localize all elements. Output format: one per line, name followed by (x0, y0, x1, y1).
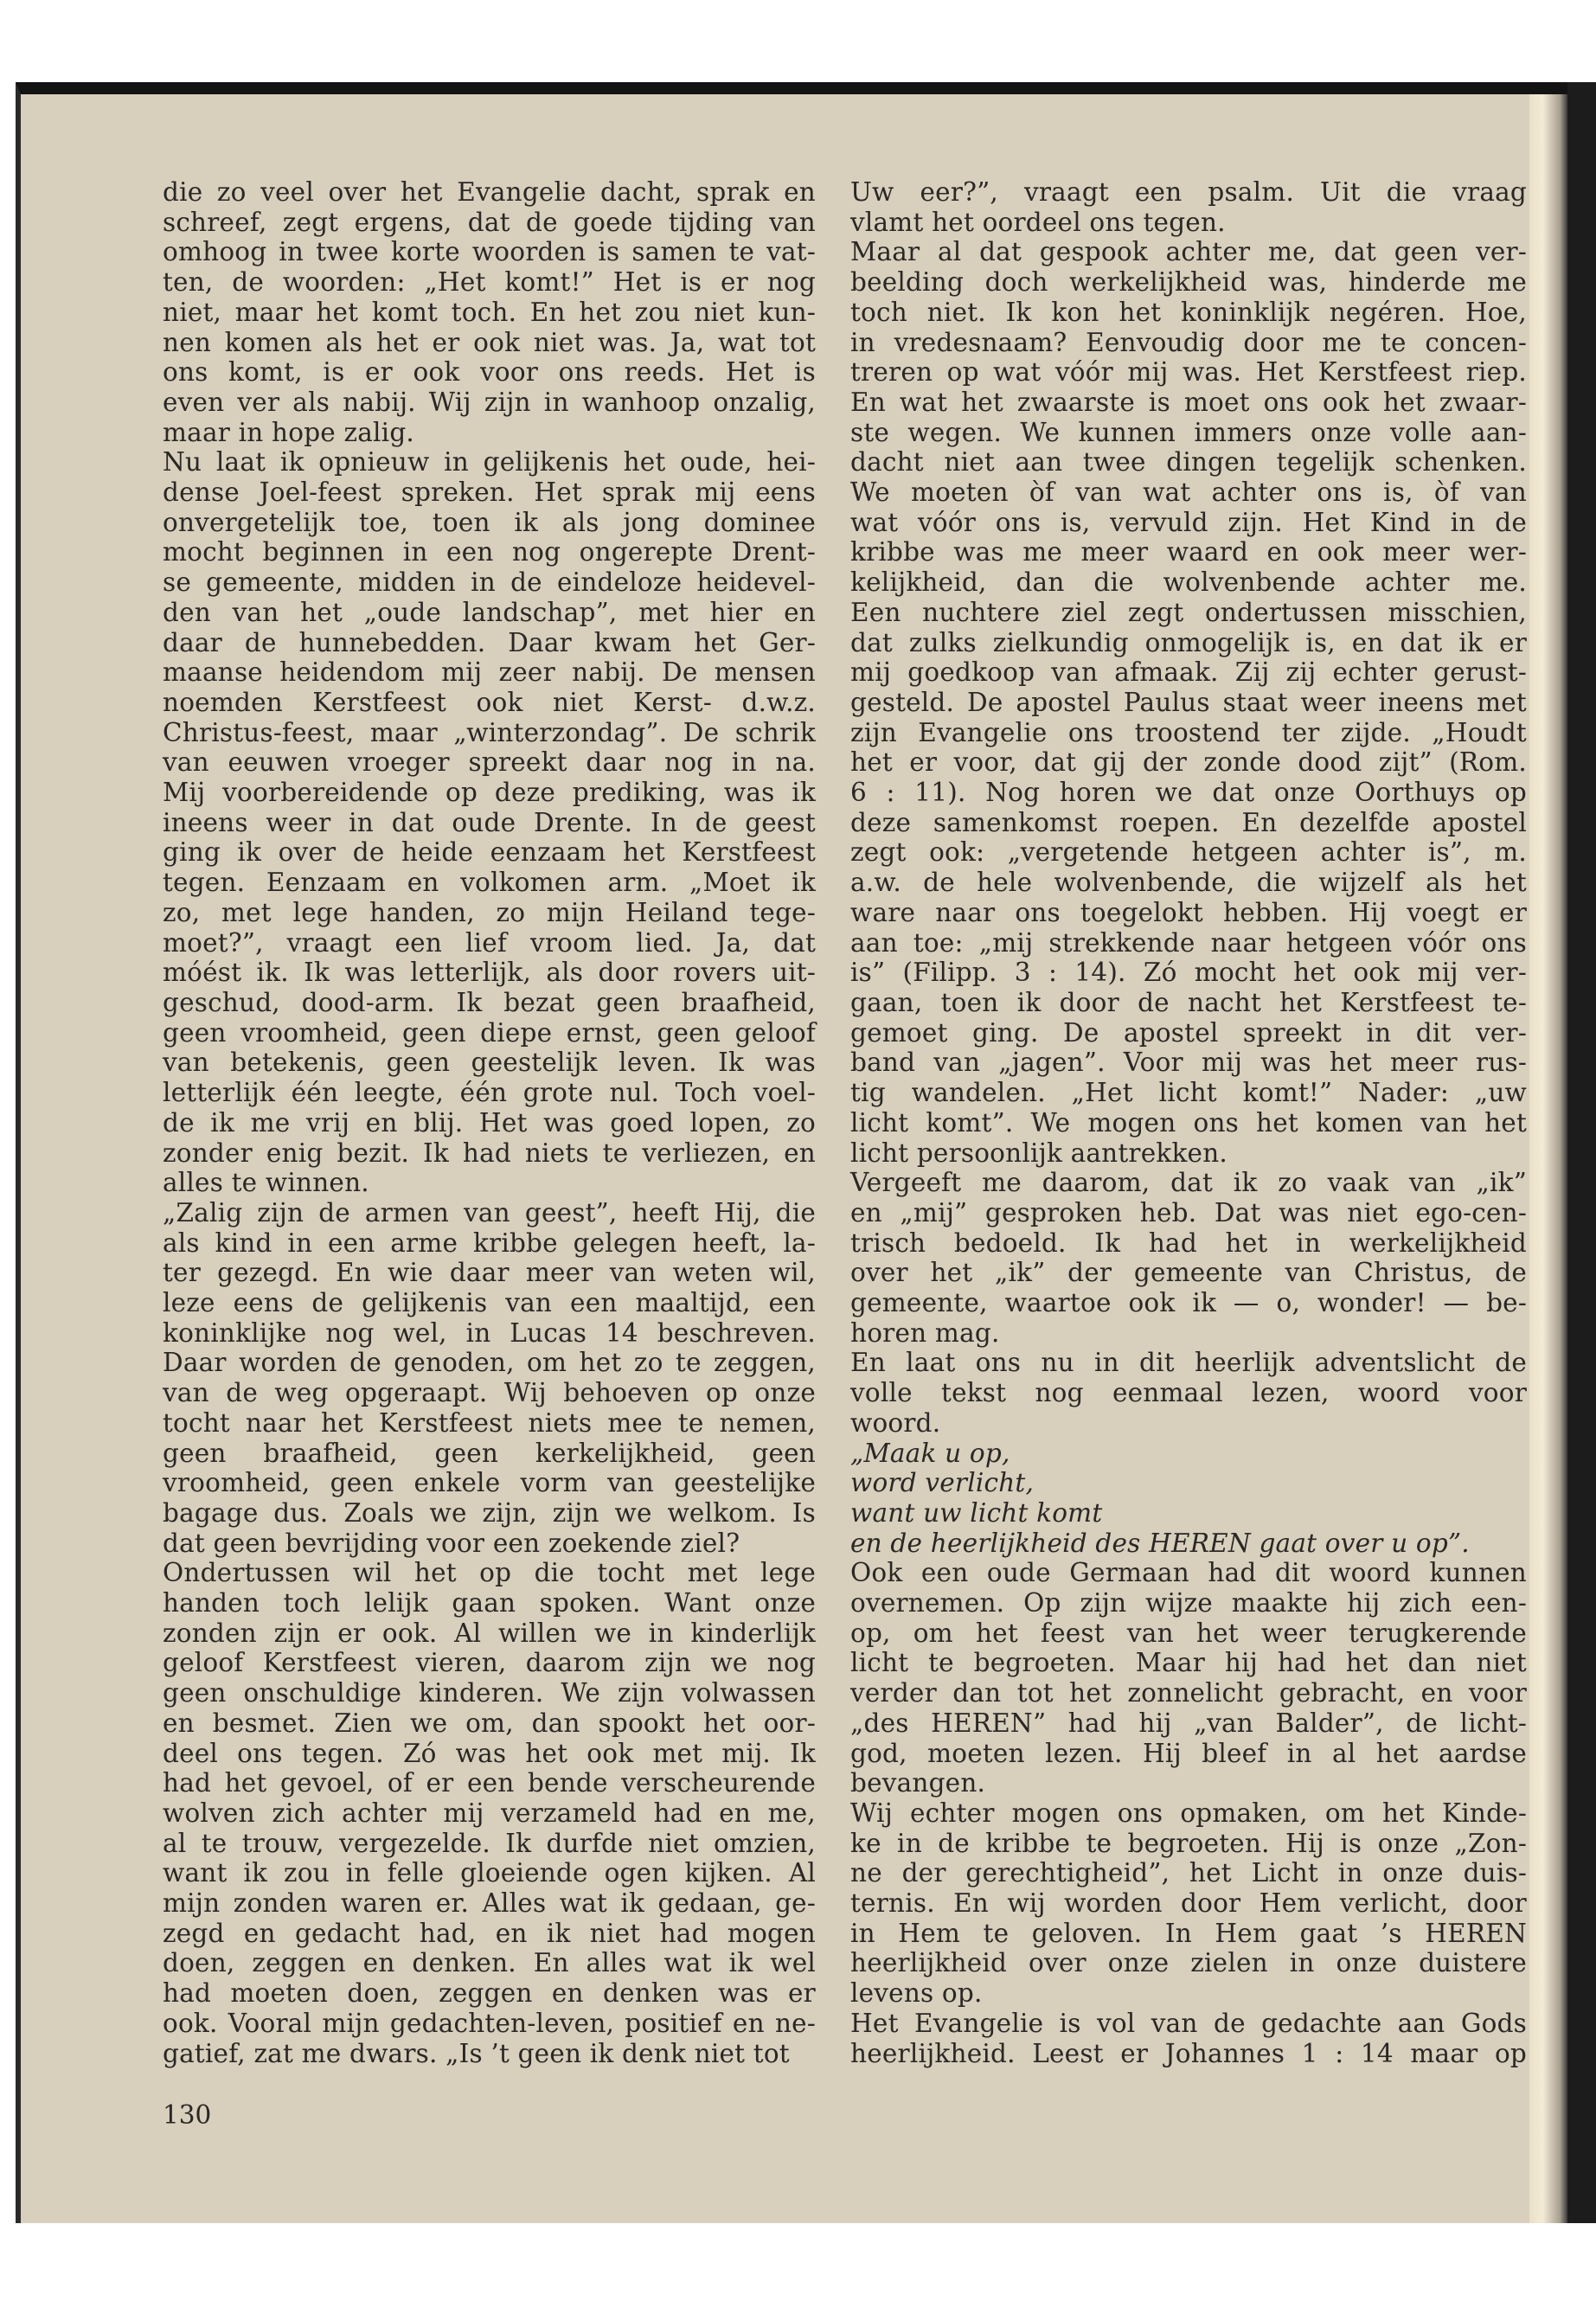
left-column-line: zonder enig bezit. Ik had niets te verliezen, en (163, 1138, 816, 1168)
left-column-line: even ver als nabij. Wij zijn in wanhoop onzalig, (163, 387, 816, 417)
right-column-line: volle tekst nog eenmaal lezen, woord voor (850, 1378, 1527, 1408)
right-column-line: ware naar ons toegelokt hebben. Hij voegt er (850, 897, 1527, 927)
right-column-line: zijn Evangelie ons troostend ter zijde. „Houdt (850, 717, 1527, 747)
left-column-line: koninklijke nog wel, in Lucas 14 beschreven. (163, 1317, 816, 1348)
right-column-line: ternis. En wij worden door Hem verlicht, door (850, 1888, 1527, 1919)
right-column-line: woord. (850, 1407, 941, 1438)
left-column-line: geschud, dood-arm. Ik bezat geen braafheid, (163, 987, 816, 1017)
right-column-line: trisch bedoeld. Ik had het in werkelijkheid (850, 1227, 1527, 1258)
left-column-line: van betekenis, geen geestelijk leven. Ik was (163, 1048, 816, 1078)
right-column-line: mij goedkoop van afmaak. Zij zij echter gerust- (850, 657, 1527, 688)
right-column-line: tig wandelen. „Het licht komt!” Nader: „uw (850, 1078, 1527, 1108)
left-column-line: zonden zijn er ook. Al willen we in kinderlijk (163, 1618, 816, 1648)
right-column-line: is” (Filipp. 3 : 14). Zó mocht het ook mij ver- (850, 958, 1527, 988)
left-column-line: alles te winnen. (163, 1168, 369, 1198)
right-column-line: wat vóór ons is, vervuld zijn. Het Kind in de (850, 507, 1527, 537)
left-column-line: gatief, zat me dwars. „Is ’t geen ik denk niet tot (163, 2038, 790, 2068)
page-gutter (1529, 82, 1567, 2223)
left-column-line: bagage dus. Zoals we zijn, zijn we welkom. Is (163, 1497, 816, 1528)
left-column-line: den van het „oude landschap”, met hier en (163, 597, 816, 627)
left-column-line: maanse heidendom mij zeer nabij. De mensen (163, 657, 816, 688)
right-column-line: Het Evangelie is vol van de gedachte aan Gods (850, 2008, 1527, 2038)
left-column-line: letterlijk één leegte, één grote nul. Toch voel- (163, 1078, 816, 1108)
left-column-line: van de weg opgeraapt. Wij behoeven op onze (163, 1378, 816, 1408)
left-column-line: geen onschuldige kinderen. We zijn volwassen (163, 1678, 816, 1708)
left-column-line: geen vroomheid, geen diepe ernst, geen geloof (163, 1017, 816, 1048)
left-column-line: ging ik over de heide eenzaam het Kerstfeest (163, 837, 816, 868)
left-column-line: had moeten doen, zeggen en denken was er (163, 1978, 816, 2009)
left-column-line: zegd en gedacht had, en ik niet had mogen (163, 1918, 816, 1948)
right-column-line: „Maak u op, (850, 1438, 1010, 1468)
left-column-line: niet, maar het komt toch. En het zou niet kun- (163, 297, 816, 327)
left-column-line: had het gevoel, of er een bende verscheurende (163, 1768, 816, 1798)
right-column-line: Wij echter mogen ons opmaken, om het Kinde- (850, 1798, 1527, 1828)
left-column-line: vroomheid, geen enkele vorm van geestelijke (163, 1468, 816, 1498)
left-column-line: geen braafheid, geen kerkelijkheid, geen (163, 1438, 816, 1468)
left-column-line: deel ons tegen. Zó was het ook met mij. Ik (163, 1738, 816, 1768)
left-column-line: als kind in een arme kribbe gelegen heeft, la- (163, 1227, 816, 1258)
left-column-line: móést ik. Ik was letterlijk, als door rovers uit- (163, 958, 816, 988)
right-column-line: aan toe: „mij strekkende naar hetgeen vóór ons (850, 927, 1527, 958)
left-column-line: dat geen bevrijding voor een zoekende ziel? (163, 1528, 740, 1558)
right-column-line: word verlicht, (850, 1468, 1035, 1498)
left-column-line: handen toch lelijk gaan spoken. Want onze (163, 1588, 816, 1618)
left-column-line: omhoog in twee korte woorden is samen te vat- (163, 237, 816, 267)
right-column-line: want uw licht komt (850, 1497, 1103, 1528)
left-column-line: doen, zeggen en denken. En alles wat ik wel (163, 1948, 816, 1978)
right-column-line: dacht niet aan twee dingen tegelijk schenken. (850, 447, 1527, 478)
right-column-line: beelding doch werkelijkheid was, hinderde me (850, 267, 1527, 298)
right-column-line: En laat ons nu in dit heerlijk adventslicht de (850, 1348, 1527, 1378)
left-column-line: „Zalig zijn de armen van geest”, heeft Hij, die (163, 1197, 816, 1227)
right-column-line: gemoet ging. De apostel spreekt in dit ver- (850, 1017, 1527, 1048)
right-column-line: licht persoonlijk aantrekken. (850, 1138, 1227, 1168)
right-column-line: heerlijkheid. Leest er Johannes 1 : 14 maar op (850, 2038, 1527, 2068)
right-column-line: god, moeten lezen. Hij bleef in al het aardse (850, 1738, 1527, 1768)
left-column-line: en besmet. Zien we om, dan spookt het oor- (163, 1708, 816, 1738)
right-column-line: in vredesnaam? Eenvoudig door me te concen- (850, 327, 1527, 357)
right-column-line: We moeten òf van wat achter ons is, òf van (850, 478, 1527, 508)
right-column-line: kelijkheid, dan die wolvenbende achter me. (850, 567, 1527, 598)
right-column-line: deze samenkomst roepen. En dezelfde apostel (850, 807, 1527, 837)
right-column-line: verder dan tot het zonnelicht gebracht, en voor (850, 1678, 1527, 1708)
right-column-line: ke in de kribbe te begroeten. Hij is onze „Zon- (850, 1828, 1527, 1858)
left-column-line: van eeuwen vroeger spreekt daar nog in na. (163, 747, 816, 778)
right-column-line: ste wegen. We kunnen immers onze volle aan- (850, 417, 1527, 447)
left-column-line: de ik me vrij en blij. Het was goed lopen, zo (163, 1107, 816, 1138)
right-column-line: horen mag. (850, 1317, 1000, 1348)
right-column-line: overnemen. Op zijn wijze maakte hij zich een- (850, 1588, 1527, 1618)
left-column-line: Daar worden de genoden, om het zo te zeggen, (163, 1348, 816, 1378)
right-column-line: levens op. (850, 1978, 983, 2009)
left-column-line: noemden Kerstfeest ook niet Kerst- d.w.z. (163, 687, 816, 717)
left-column-line: Ondertussen wil het op die tocht met lege (163, 1558, 816, 1588)
right-column-line: dat zulks zielkundig onmogelijk is, en dat ik er (850, 627, 1527, 657)
right-column-line: Maar al dat gespook achter me, dat geen ver- (850, 237, 1527, 267)
left-column-line: ons komt, is er ook voor ons reeds. Het is (163, 357, 816, 388)
right-column-line: toch niet. Ik kon het koninklijk negéren. Hoe, (850, 297, 1527, 327)
right-column-line: Vergeeft me daarom, dat ik zo vaak van „ik” (850, 1168, 1527, 1198)
right-column-line: in Hem te geloven. In Hem gaat ’s HEREN (850, 1918, 1527, 1948)
left-column-line: wolven zich achter mij verzameld had en me, (163, 1798, 816, 1828)
right-column-line: en „mij” gesproken heb. Dat was niet ego-cen- (850, 1197, 1527, 1227)
right-column-line: op, om het feest van het weer terugkerende (850, 1618, 1527, 1648)
right-column-line: gaan, toen ik door de nacht het Kerstfeest te- (850, 987, 1527, 1017)
left-column-line: ter gezegd. En wie daar meer van weten wil, (163, 1258, 816, 1288)
right-column-line: treren op wat vóór mij was. Het Kerstfeest riep. (850, 357, 1527, 388)
right-column-line: gemeente, waartoe ook ik — o, wonder! — be- (850, 1288, 1527, 1318)
left-column-line: tocht naar het Kerstfeest niets mee te nemen, (163, 1407, 816, 1438)
left-column-line: maar in hope zalig. (163, 417, 414, 447)
left-column-line: al te trouw, vergezelde. Ik durfde niet omzien, (163, 1828, 816, 1858)
right-column-line: over het „ik” der gemeente van Christus, de (850, 1258, 1527, 1288)
right-column-line: zegt ook: „vergetende hetgeen achter is”, m. (850, 837, 1527, 868)
right-column-line: a.w. de hele wolvenbende, die wijzelf als het (850, 868, 1527, 898)
right-column-line: vlamt het oordeel ons tegen. (850, 207, 1226, 237)
left-column-line: daar de hunnebedden. Daar kwam het Ger- (163, 627, 816, 657)
right-column-line: heerlijkheid over onze zielen in onze duistere (850, 1948, 1527, 1978)
left-column-line: geloof Kerstfeest vieren, daarom zijn we nog (163, 1648, 816, 1678)
left-column-line: ten, de woorden: „Het komt!” Het is er nog (163, 267, 816, 298)
left-column-line: zo, met lege handen, zo mijn Heiland tege- (163, 897, 816, 927)
left-column-line: leze eens de gelijkenis van een maaltijd, een (163, 1288, 816, 1318)
right-column-line: en de heerlijkheid des HEREN gaat over u op”. (850, 1528, 1470, 1558)
right-column-line: licht komt”. We mogen ons het komen van het (850, 1107, 1527, 1138)
right-column-line: kribbe was me meer waard en ook meer wer- (850, 537, 1527, 567)
right-column-line: Ook een oude Germaan had dit woord kunnen (850, 1558, 1527, 1588)
book-binding-edge (1567, 82, 1596, 2223)
right-column-line: gesteld. De apostel Paulus staat weer ineens met (850, 687, 1527, 717)
left-column-line: mijn zonden waren er. Alles wat ik gedaan, ge- (163, 1888, 816, 1919)
left-column-line: moet?”, vraagt een lief vroom lied. Ja, dat (163, 927, 816, 958)
right-column-line: band van „jagen”. Voor mij was het meer rus- (850, 1048, 1527, 1078)
left-column-line: Christus-feest, maar „winterzondag”. De schrik (163, 717, 816, 747)
left-column-line: onvergetelijk toe, toen ik als jong dominee (163, 507, 816, 537)
left-column-line: Nu laat ik opnieuw in gelijkenis het oude, hei- (163, 447, 816, 478)
left-text-column (163, 177, 816, 2068)
left-column-line: Mij voorbereidende op deze prediking, was ik (163, 778, 816, 808)
right-column-line: En wat het zwaarste is moet ons ook het zwaar- (850, 387, 1527, 417)
left-column-line: die zo veel over het Evangelie dacht, sprak en (163, 177, 816, 207)
left-column-line: nen komen als het er ook niet was. Ja, wat tot (163, 327, 816, 357)
right-column-line: „des HEREN” had hij „van Balder”, de licht- (850, 1708, 1527, 1738)
right-column-line: Een nuchtere ziel zegt ondertussen misschien, (850, 597, 1527, 627)
left-column-line: ook. Vooral mijn gedachten-leven, positief en ne- (163, 2008, 816, 2038)
right-column-line: Uw eer?”, vraagt een psalm. Uit die vraag (850, 177, 1527, 207)
right-column-line: het er voor, dat gij der zonde dood zijt” (Rom. (850, 747, 1527, 778)
left-column-line: mocht beginnen in een nog ongerepte Drent- (163, 537, 816, 567)
left-column-line: dense Joel-feest spreken. Het sprak mij eens (163, 478, 816, 508)
left-column-line: schreef, zegt ergens, dat de goede tijding van (163, 207, 816, 237)
right-column-line: bevangen. (850, 1768, 986, 1798)
right-text-column (850, 177, 1527, 2068)
left-column-line: se gemeente, midden in de eindeloze heidevel- (163, 567, 816, 598)
page-number: 130 (163, 2100, 212, 2130)
right-column-line: licht te begroeten. Maar hij had het dan niet (850, 1648, 1527, 1678)
right-column-line: 6 : 11). Nog horen we dat onze Oorthuys op (850, 778, 1527, 808)
left-column-line: tegen. Eenzaam en volkomen arm. „Moet ik (163, 868, 816, 898)
left-column-line: want ik zou in felle gloeiende ogen kijken. Al (163, 1858, 816, 1888)
right-column-line: ne der gerechtigheid”, het Licht in onze duis- (850, 1858, 1527, 1888)
left-column-line: ineens weer in dat oude Drente. In de geest (163, 807, 816, 837)
